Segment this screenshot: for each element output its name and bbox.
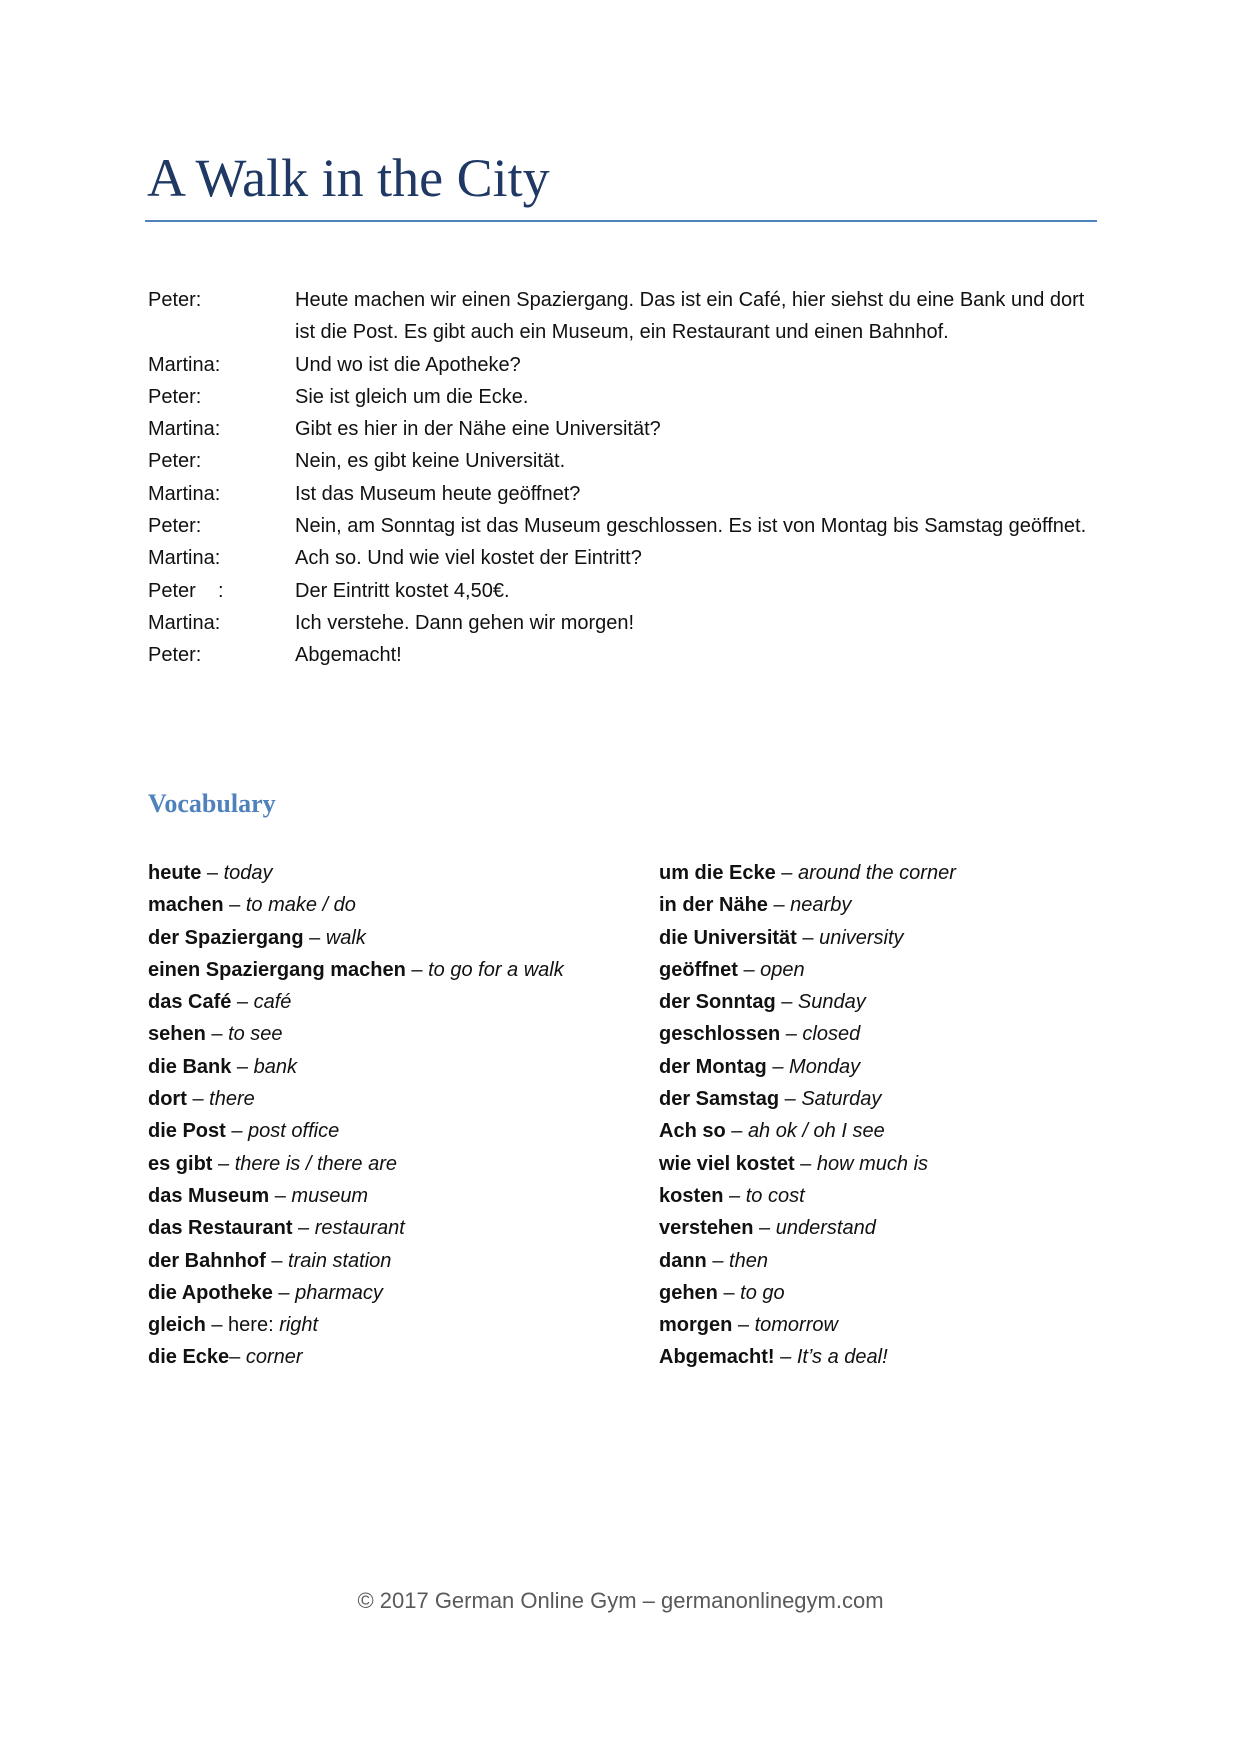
vocabulary-left-column <box>148 857 648 1374</box>
vocab-meaning: train station <box>288 1249 392 1272</box>
dialogue-row <box>148 510 1098 542</box>
vocab-term: der Bahnhof <box>148 1249 266 1272</box>
vocab-item <box>659 889 1099 921</box>
dialogue-speaker: Peter: <box>148 644 202 667</box>
vocab-meaning: ah ok / oh I see <box>747 1120 885 1143</box>
vocab-separator: – <box>766 1055 790 1078</box>
vocab-separator: – <box>706 1249 730 1272</box>
dialogue-speaker: Peter: <box>148 385 202 408</box>
dialogue-row <box>148 542 1098 574</box>
vocab-meaning: then <box>729 1249 768 1272</box>
vocab-meaning: university <box>819 926 904 949</box>
vocab-meaning: around the corner <box>797 862 956 884</box>
vocab-term: die Universität <box>659 926 797 949</box>
vocab-term: kosten <box>659 1184 724 1207</box>
vocab-meaning: nearby <box>790 894 852 917</box>
vocab-separator: – <box>272 1281 296 1304</box>
vocab-term: um die Ecke <box>659 862 776 884</box>
vocab-separator: – <box>212 1152 235 1175</box>
vocab-term: die Bank <box>148 1055 232 1078</box>
vocab-separator: – <box>269 1184 292 1207</box>
vocab-term: der Sonntag <box>659 991 776 1014</box>
vocab-item <box>659 1018 1099 1050</box>
vocab-item <box>148 1341 648 1373</box>
vocab-separator: – <box>201 862 224 884</box>
dialogue-line: Und wo ist die Apotheke? <box>295 353 521 376</box>
vocab-term: die Apotheke <box>148 1281 273 1304</box>
vocab-meaning: Saturday <box>801 1088 882 1111</box>
vocab-item <box>148 1148 648 1180</box>
vocab-separator: – <box>231 1055 254 1078</box>
vocab-separator: – <box>717 1281 741 1304</box>
vocab-separator: – <box>794 1152 817 1175</box>
vocab-meaning: to cost <box>745 1184 805 1207</box>
vocab-term: geschlossen <box>659 1023 781 1046</box>
dialogue-line: Abgemacht! <box>295 644 402 667</box>
vocab-item <box>659 954 1099 986</box>
vocab-meaning: to go <box>740 1281 785 1304</box>
vocab-meaning: walk <box>325 926 366 949</box>
vocab-item <box>659 1277 1099 1309</box>
vocab-item <box>659 1083 1099 1115</box>
vocab-item <box>148 922 648 954</box>
vocab-term: morgen <box>659 1314 733 1337</box>
dialogue-line: Ich verstehe. Dann gehen wir morgen! <box>295 611 635 634</box>
vocab-separator: – <box>737 958 761 981</box>
vocabulary-heading: Vocabulary <box>148 789 276 818</box>
dialogue-row <box>148 284 1098 349</box>
vocab-item <box>148 1180 648 1212</box>
vocab-item <box>659 1115 1099 1147</box>
vocab-separator: – <box>303 926 326 949</box>
vocab-item <box>148 889 648 921</box>
dialogue-line: Ach so. Und wie viel kostet der Eintritt? <box>295 547 642 570</box>
vocab-separator: – <box>225 1120 249 1143</box>
dialogue-row <box>148 478 1098 510</box>
vocab-term: geöffnet <box>659 958 738 981</box>
vocab-meaning: how much is <box>816 1152 929 1175</box>
dialogue-line: Der Eintritt kostet 4,50€. <box>295 579 510 602</box>
dialogue-row <box>148 413 1098 445</box>
vocab-meaning: closed <box>802 1023 861 1046</box>
vocabulary-right-column <box>659 857 1099 1374</box>
vocab-separator: – <box>292 1217 315 1240</box>
dialogue-row <box>148 607 1098 639</box>
dialogue-speaker: Martina: <box>148 353 221 376</box>
vocab-term: die Ecke <box>148 1346 230 1369</box>
vocab-item <box>148 857 648 889</box>
vocab-term: Abgemacht! <box>659 1346 775 1369</box>
vocab-item <box>148 1051 648 1083</box>
vocab-separator: – <box>774 1346 797 1369</box>
vocab-item <box>148 1277 648 1309</box>
vocab-separator: – <box>205 1314 229 1337</box>
vocab-item <box>659 857 1099 889</box>
dialogue-line: Sie ist gleich um die Ecke. <box>295 385 529 408</box>
title-divider <box>145 220 1097 222</box>
dialogue-row <box>148 445 1098 477</box>
vocab-term: gehen <box>659 1281 718 1304</box>
dialogue-speaker: Peter: <box>148 515 202 538</box>
dialogue-line: Heute machen wir einen Spaziergang. Das ist ein Café, hier siehst du eine Bank und dort ist die Post. Es gibt auch ein Museum, ein Restaurant und einen Bahnhof. <box>295 289 1085 344</box>
vocab-separator: – <box>775 862 798 884</box>
vocab-item <box>659 1309 1099 1341</box>
vocab-meaning: today <box>223 862 273 884</box>
vocab-term: der Montag <box>659 1055 767 1078</box>
vocab-meaning: to see <box>228 1023 283 1046</box>
vocab-separator: – <box>725 1120 748 1143</box>
vocab-term: machen <box>148 894 224 917</box>
footer-copyright: © 2017 German Online Gym – germanonlinegym.com <box>357 1588 884 1613</box>
vocab-meaning: museum <box>291 1184 369 1207</box>
vocab-term: verstehen <box>659 1217 754 1240</box>
vocab-item <box>148 1083 648 1115</box>
vocab-separator: – <box>753 1217 776 1240</box>
dialogue-line: Ist das Museum heute geöffnet? <box>295 482 581 505</box>
dialogue <box>148 284 1098 672</box>
vocab-term: einen Spaziergang machen <box>148 958 406 981</box>
vocab-item <box>659 1180 1099 1212</box>
vocab-term: es gibt <box>148 1152 213 1175</box>
vocab-item <box>659 922 1099 954</box>
vocab-term: wie viel kostet <box>659 1152 795 1175</box>
vocab-item <box>659 1341 1099 1373</box>
dialogue-row <box>148 575 1098 607</box>
vocab-item <box>659 986 1099 1018</box>
vocab-separator: – <box>205 1023 229 1046</box>
vocab-term: Ach so <box>659 1120 726 1143</box>
vocab-term: sehen <box>148 1023 206 1046</box>
vocab-item <box>148 954 648 986</box>
dialogue-row <box>148 349 1098 381</box>
vocab-separator: – <box>229 1346 246 1369</box>
vocab-item <box>148 1309 648 1341</box>
vocab-meaning: understand <box>775 1217 876 1240</box>
vocab-item <box>148 1018 648 1050</box>
vocab-separator: – <box>223 894 246 917</box>
dialogue-speaker: Peter: <box>148 450 202 473</box>
vocab-term: dort <box>148 1088 187 1111</box>
vocab-term: das Restaurant <box>148 1217 293 1240</box>
dialogue-row <box>148 639 1098 671</box>
vocab-item <box>659 1245 1099 1277</box>
vocab-meaning: Sunday <box>797 991 866 1014</box>
dialogue-speaker: Martina: <box>148 482 221 505</box>
vocab-meaning: there is / there are <box>234 1152 398 1175</box>
vocab-meaning: Monday <box>789 1055 861 1078</box>
vocab-separator: – <box>780 1023 803 1046</box>
vocab-meaning: corner <box>245 1346 303 1369</box>
vocab-term: das Café <box>148 991 232 1014</box>
vocab-meaning: right <box>279 1314 319 1337</box>
vocab-item <box>148 1115 648 1147</box>
vocab-separator: – <box>775 991 798 1014</box>
vocab-term: der Samstag <box>659 1088 780 1111</box>
vocab-separator: – <box>405 958 429 981</box>
vocab-separator: – <box>767 894 791 917</box>
vocab-item <box>148 986 648 1018</box>
vocab-term: die Post <box>148 1120 226 1143</box>
vocab-meaning: restaurant <box>314 1217 405 1240</box>
dialogue-speaker: Peter : <box>148 579 224 602</box>
vocab-item <box>659 1212 1099 1244</box>
vocab-item <box>659 1051 1099 1083</box>
vocab-term: dann <box>659 1249 707 1272</box>
vocab-item <box>148 1212 648 1244</box>
dialogue-line: Gibt es hier in der Nähe eine Universität? <box>295 418 661 441</box>
vocab-separator: – <box>732 1314 755 1337</box>
dialogue-speaker: Peter: <box>148 289 202 311</box>
vocab-meaning: open <box>760 958 805 981</box>
vocab-meaning: bank <box>253 1055 297 1078</box>
dialogue-row <box>148 381 1098 413</box>
vocab-separator: – <box>796 926 820 949</box>
vocab-item <box>148 1245 648 1277</box>
vocab-term: in der Nähe <box>659 894 768 917</box>
dialogue-speaker: Martina: <box>148 418 221 441</box>
vocab-meaning: post office <box>248 1120 340 1143</box>
vocab-meaning: to go for a walk <box>428 958 564 981</box>
page-title: A Walk in the City <box>147 148 550 208</box>
vocab-meaning: tomorrow <box>754 1314 838 1337</box>
dialogue-line: Nein, es gibt keine Universität. <box>295 450 566 473</box>
dialogue-line: Nein, am Sonntag ist das Museum geschlossen. Es ist von Montag bis Samstag geöffnet. <box>295 515 1087 538</box>
vocab-meaning: there <box>209 1088 255 1111</box>
vocab-note: here: <box>228 1314 280 1337</box>
vocab-term: gleich <box>148 1314 206 1337</box>
dialogue-speaker: Martina: <box>148 547 221 570</box>
vocab-meaning: pharmacy <box>295 1281 383 1304</box>
vocab-separator: – <box>186 1088 210 1111</box>
vocab-separator: – <box>231 991 254 1014</box>
vocab-item <box>659 1148 1099 1180</box>
vocab-term: der Spaziergang <box>148 926 304 949</box>
vocab-separator: – <box>779 1088 802 1111</box>
vocab-separator: – <box>723 1184 746 1207</box>
vocab-meaning: to make / do <box>245 894 356 917</box>
vocab-meaning: It’s a deal! <box>796 1346 888 1369</box>
vocab-separator: – <box>265 1249 289 1272</box>
vocab-meaning: café <box>253 991 292 1014</box>
vocab-term: heute <box>148 862 202 884</box>
vocab-term: das Museum <box>148 1184 270 1207</box>
dialogue-speaker: Martina: <box>148 611 221 634</box>
